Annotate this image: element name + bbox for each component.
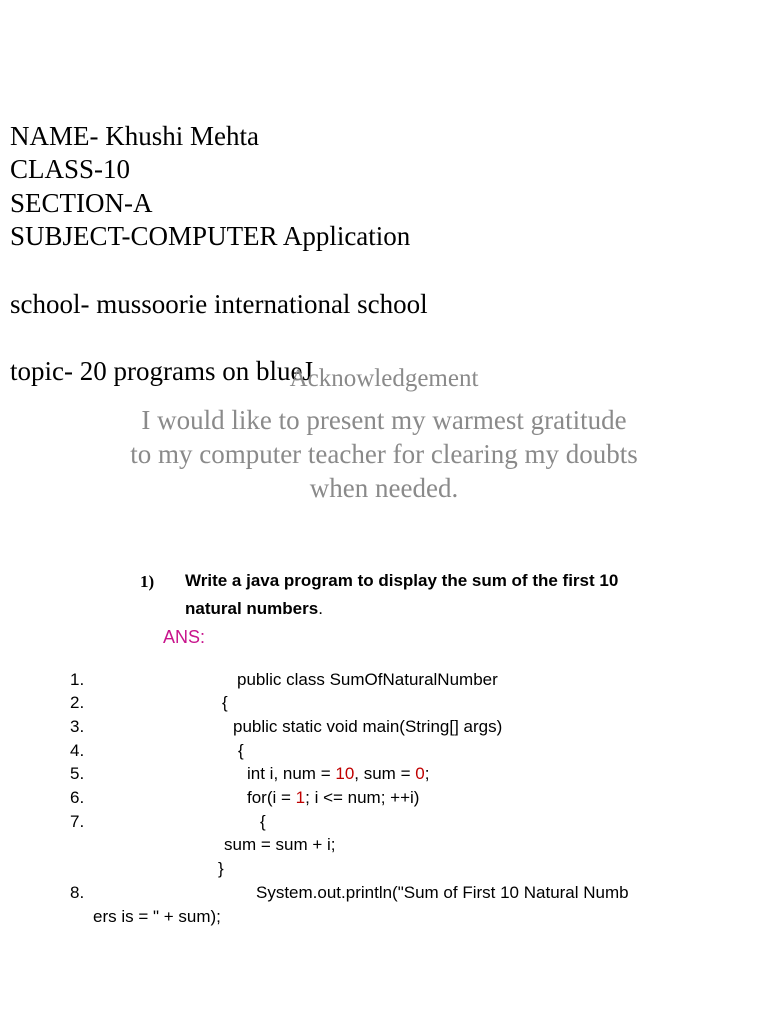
acknowledgement-title: Acknowledgement — [289, 365, 479, 392]
question-period: . — [318, 599, 323, 618]
answer-label: ANS: — [163, 627, 206, 647]
code-line-7: { — [260, 812, 266, 831]
acknowledgement-line-1: I would like to present my warmest gratitude — [141, 405, 627, 435]
code-text: ; — [424, 764, 430, 783]
code-text: , sum = — [354, 764, 416, 783]
question-text-line-2 — [185, 595, 685, 623]
code-line-7c: } — [218, 859, 224, 878]
code-line-number: 5. — [70, 764, 85, 783]
student-name: NAME- Khushi Mehta — [10, 121, 259, 151]
code-line-2: { — [222, 693, 228, 712]
code-text: ; i <= num; ++i) — [305, 788, 420, 807]
code-line-number: 1. — [70, 670, 85, 689]
code-line-number: 3. — [70, 717, 85, 736]
acknowledgement-line-3: when needed. — [309, 473, 459, 503]
code-line-number: 2. — [70, 693, 85, 712]
student-section: SECTION-A — [10, 188, 153, 218]
code-line-number: 7. — [70, 812, 85, 831]
student-subject: SUBJECT-COMPUTER Application — [10, 221, 411, 251]
code-line-8-wrap: ers is = " + sum); — [93, 907, 221, 926]
student-class: CLASS-10 — [10, 154, 131, 184]
code-line-1: public class SumOfNaturalNumber — [237, 670, 498, 689]
question-text-line-1: Write a java program to display the sum of the first 10 — [185, 571, 619, 590]
school-name: school- mussoorie international school — [10, 289, 428, 319]
code-literal: 0 — [415, 764, 425, 783]
code-line-number: 4. — [70, 741, 85, 760]
code-line-number: 6. — [70, 788, 85, 807]
code-literal: 1 — [295, 788, 306, 807]
question-text-line-2-main: natural numbers — [185, 599, 319, 618]
code-text: int i, num = — [247, 764, 336, 783]
question-number: 1) — [140, 572, 155, 591]
code-line-6 — [247, 787, 419, 809]
code-line-4: { — [238, 741, 244, 760]
topic-line: topic- 20 programs on blueJ — [10, 356, 313, 386]
code-line-3: public static void main(String[] args) — [233, 717, 503, 736]
code-line-8: System.out.println("Sum of First 10 Natural Numb — [256, 883, 629, 902]
code-literal: 10 — [335, 764, 355, 783]
code-line-7b: sum = sum + i; — [224, 835, 336, 854]
acknowledgement-line-2: to my computer teacher for clearing my doubts — [130, 439, 638, 469]
code-line-5 — [247, 763, 429, 785]
code-text: for(i = — [247, 788, 296, 807]
code-line-number: 8. — [70, 883, 85, 902]
